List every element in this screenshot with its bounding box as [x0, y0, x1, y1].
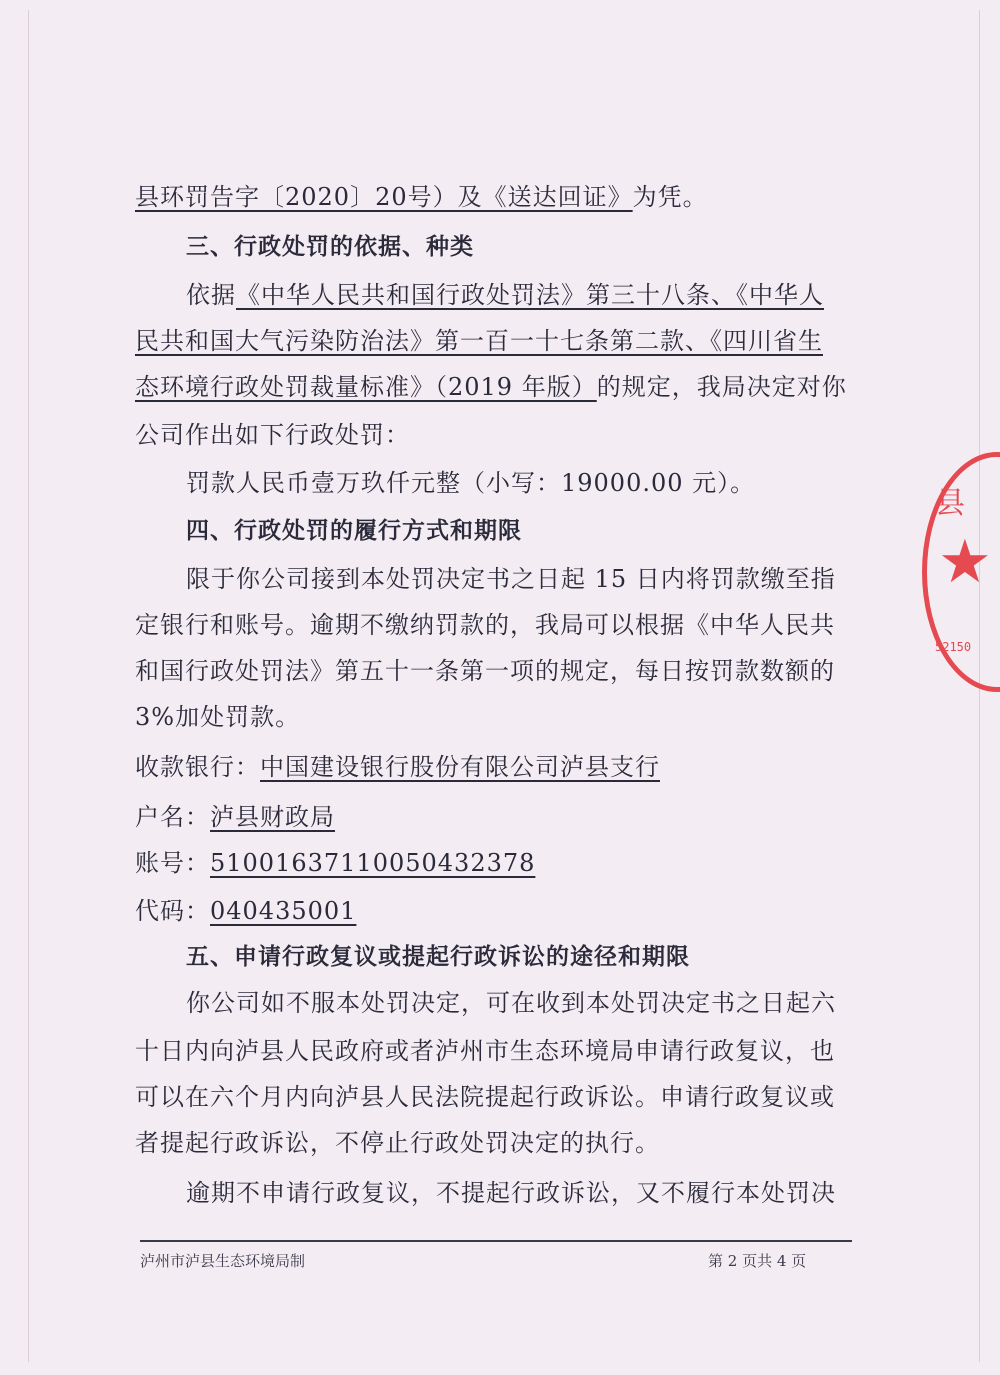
text-line: 可以在六个月内向泸县人民法院提起行政诉讼。申请行政复议或: [135, 1083, 835, 1111]
underlined-text: 《中华人民共和国行政处罚法》第三十八条、《中华人: [236, 281, 824, 309]
underlined-text: 县环罚告字〔2020〕20号）及《送达回证》: [135, 183, 633, 211]
code-value: 040435001: [210, 897, 357, 925]
section-5-title: 五、申请行政复议或提起行政诉讼的途径和期限: [186, 944, 690, 970]
code-row: [135, 894, 356, 928]
account-name-row: [135, 800, 335, 834]
account-number-row: [135, 846, 535, 880]
bank-row: [135, 750, 660, 784]
text-line: 十日内向泸县人民政府或者泸州市生态环境局申请行政复议，也: [135, 1037, 835, 1065]
text-line: [135, 370, 847, 404]
account-name-value: 泸县财政局: [210, 803, 335, 831]
text-line: 者提起行政诉讼，不停止行政处罚决定的执行。: [135, 1129, 660, 1157]
text-segment: 为凭。: [632, 183, 708, 211]
text-line: 3%加处罚款。: [135, 703, 301, 731]
text-line: 和国行政处罚法》第五十一条第一项的规定，每日按罚款数额的: [135, 657, 835, 685]
account-number-value: 51001637110050432378: [210, 849, 536, 877]
section-3-title: 三、行政处罚的依据、种类: [186, 234, 474, 260]
text-line: 你公司如不服本处罚决定，可在收到本处罚决定书之日起六: [186, 989, 836, 1017]
section-4-title: 四、行政处罚的履行方式和期限: [186, 518, 522, 544]
seal-text: 县: [935, 486, 965, 521]
field-label: 收款银行：: [135, 753, 260, 781]
text-line: 公司作出如下行政处罚：: [135, 421, 410, 449]
underlined-text: 态环境行政处罚裁量标准》（2019 年版）: [135, 373, 597, 401]
text-line: [135, 324, 823, 358]
field-label: 户名：: [135, 803, 210, 831]
text-line: 定银行和账号。逾期不缴纳罚款的，我局可以根据《中华人民共: [135, 611, 835, 639]
text-line: 逾期不申请行政复议，不提起行政诉讼，又不履行本处罚决: [186, 1179, 836, 1207]
text-line: [186, 278, 824, 312]
text-segment: 依据: [186, 281, 236, 309]
underlined-text: 民共和国大气污染防治法》第一百一十七条第二款、《四川省生: [135, 327, 823, 355]
seal-star-icon: ★: [938, 527, 992, 597]
seal-number: 52150: [935, 640, 972, 654]
field-label: 账号：: [135, 849, 210, 877]
text-line: [135, 180, 708, 214]
text-line: 限于你公司接到本处罚决定书之日起 15 日内将罚款缴至指: [186, 565, 836, 593]
footer-issuer: 泸州市泸县生态环境局制: [140, 1252, 306, 1270]
field-label: 代码：: [135, 897, 210, 925]
bank-value: 中国建设银行股份有限公司泸县支行: [260, 753, 660, 781]
text-segment: 的规定，我局决定对你: [596, 373, 847, 401]
page-number: 第 2 页共 4 页: [708, 1252, 807, 1270]
penalty-amount: 罚款人民币壹万玖仟元整（小写：19000.00 元）。: [186, 469, 756, 497]
footer-divider: [140, 1240, 852, 1242]
